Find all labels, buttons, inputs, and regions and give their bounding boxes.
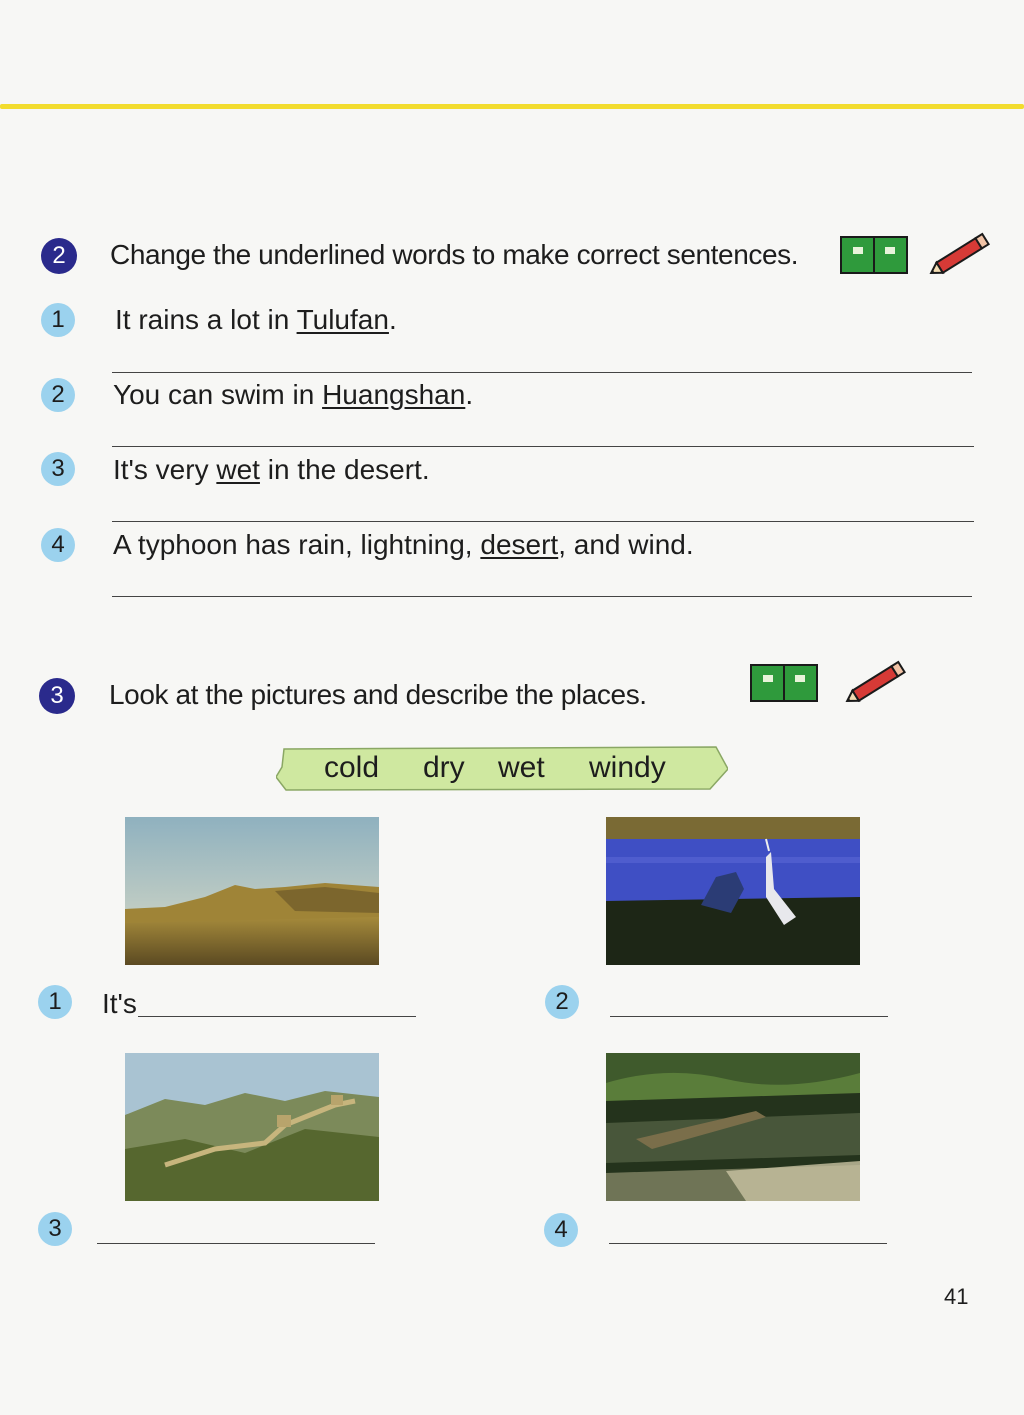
exercise-3-heading: Look at the pictures and describe the places. — [109, 679, 647, 710]
answer-prefix: It's — [102, 988, 137, 1019]
answer-line[interactable] — [610, 1016, 888, 1017]
exercise-number-badge: 2 — [41, 238, 77, 274]
item-number-badge: 4 — [544, 1213, 578, 1247]
exercise-number-badge: 3 — [39, 678, 75, 714]
word-bank — [276, 743, 728, 793]
exercise-2-heading: Change the underlined words to make correct sentences. — [110, 239, 799, 270]
great-wall-photo — [125, 1053, 379, 1201]
top-divider — [0, 104, 1024, 109]
page-number: 41 — [944, 1284, 969, 1309]
item-number-badge: 2 — [41, 378, 75, 412]
sentence-3: It's very wet in the desert. — [113, 454, 430, 485]
book-icon — [750, 664, 818, 702]
book-icon — [840, 236, 908, 274]
word-bank-word: dry — [423, 751, 465, 784]
answer-line[interactable] — [112, 446, 974, 447]
word-bank-word: wet — [498, 751, 545, 784]
word-bank-word: cold — [324, 751, 380, 784]
desert-landscape-photo — [125, 817, 379, 965]
answer-line[interactable] — [609, 1243, 887, 1244]
answer-line[interactable] — [112, 596, 972, 597]
answer-line[interactable] — [112, 372, 972, 373]
item-number-badge: 3 — [38, 1212, 72, 1246]
item-number-badge: 1 — [38, 985, 72, 1019]
pencil-icon — [924, 232, 996, 278]
cranes-lake-photo — [606, 817, 860, 965]
sentence-4: A typhoon has rain, lightning, desert, and wind. — [113, 529, 694, 560]
answer-line[interactable] — [112, 521, 974, 522]
answer-line[interactable] — [138, 1016, 416, 1017]
pencil-icon — [840, 660, 912, 706]
item-number-badge: 2 — [545, 985, 579, 1019]
word-bank-word: windy — [589, 751, 666, 784]
sentence-1: It rains a lot in Tulufan. — [115, 304, 397, 335]
sentence-2: You can swim in Huangshan. — [113, 379, 474, 410]
item-number-badge: 4 — [41, 528, 75, 562]
item-number-badge: 3 — [41, 452, 75, 486]
flooded-trees-photo — [606, 1053, 860, 1201]
item-number-badge: 1 — [41, 303, 75, 337]
answer-line[interactable] — [97, 1243, 375, 1244]
